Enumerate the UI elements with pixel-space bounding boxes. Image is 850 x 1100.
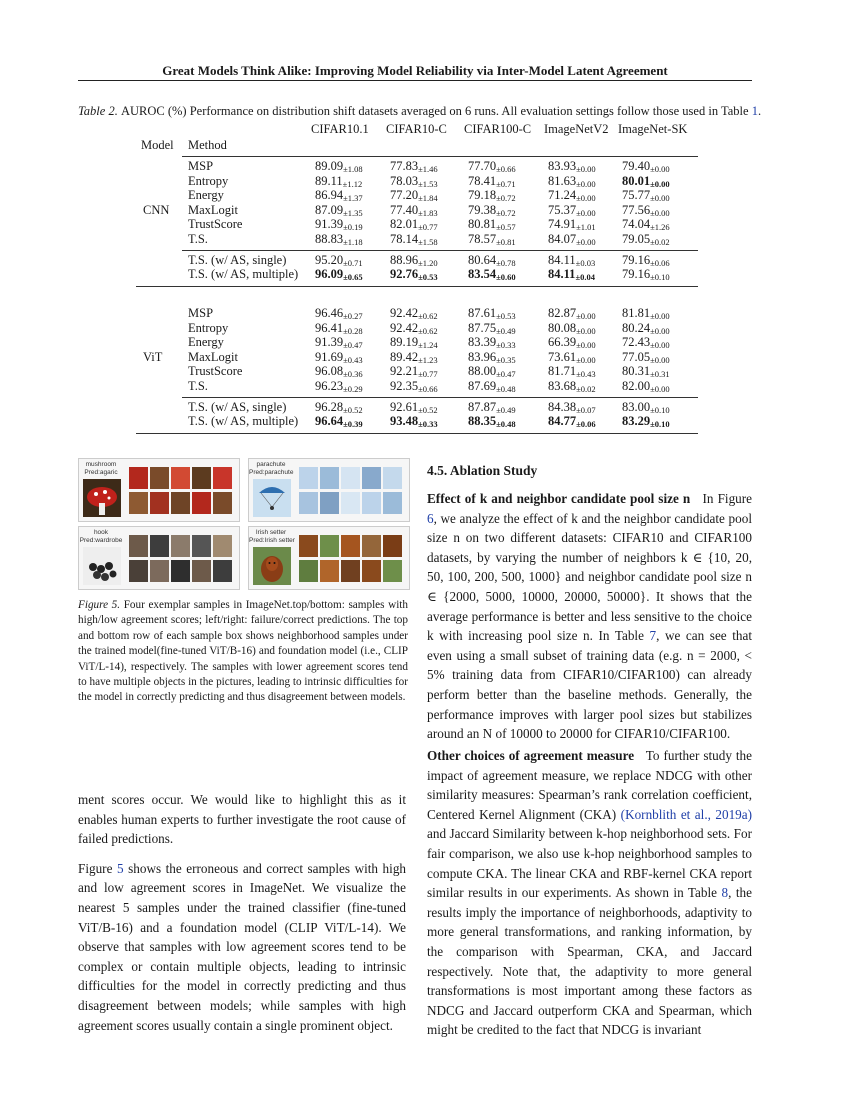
table-cell: $83.29_{\pm 0.10}$: [622, 414, 670, 430]
table-cell: $87.75_{\pm 0.49}$: [468, 320, 516, 336]
table-cell: $91.39_{\pm 0.19}$: [315, 217, 363, 233]
table-cell: $80.31_{\pm 0.31}$: [622, 364, 670, 380]
method-name: T.S.: [188, 379, 208, 393]
table-cell: $89.09_{\pm 1.08}$: [315, 159, 363, 174]
std-dev: ±0.10: [650, 272, 670, 283]
right-column-2: [427, 746, 752, 1050]
group-rule: [182, 250, 698, 251]
method-name: TrustScore: [188, 364, 243, 379]
column-header-model: Model: [141, 138, 174, 152]
column-header: CIFAR10.1: [311, 122, 369, 136]
group-rule: [182, 397, 698, 398]
figure-caption: [78, 598, 408, 706]
table-cell: $92.35_{\pm 0.66}$: [390, 379, 438, 394]
table-cell: $88.96_{\pm 1.20}$: [390, 252, 438, 268]
figure-panel-label-bottom: Pred:agaric: [84, 469, 118, 476]
figure-panel-mushroom: [78, 458, 240, 522]
neighbor-thumbnail: [192, 535, 211, 557]
table-cell: $81.81_{\pm 0.00}$: [622, 306, 670, 321]
model-name: ViT: [143, 349, 163, 364]
neighbor-thumbnail: [341, 560, 360, 582]
table-caption-prefix: Table 2.: [78, 104, 118, 118]
std-dev: ±0.04: [575, 272, 595, 283]
table-cell: $74.91_{\pm 1.01}$: [548, 217, 596, 233]
table-cell: $92.42_{\pm 0.62}$: [390, 320, 438, 336]
method-name: MaxLogit: [188, 202, 238, 217]
std-dev: ±0.65: [343, 272, 363, 283]
method-name: MSP: [188, 306, 214, 320]
figure-panel-label-top: mushroom: [85, 461, 117, 468]
std-dev: ±0.53: [496, 311, 516, 321]
table-cell: $96.23_{\pm 0.29}$: [315, 379, 363, 394]
table-cell: $78.03_{\pm 1.53}$: [390, 173, 438, 189]
method-name: Entropy: [188, 320, 229, 335]
table-cell: $84.11_{\pm 0.03}$: [548, 252, 596, 268]
std-dev: ±1.37: [343, 193, 363, 204]
std-dev: ±0.00: [576, 325, 596, 336]
table-cell: $71.24_{\pm 0.00}$: [548, 188, 596, 204]
std-dev: ±0.57: [496, 222, 516, 233]
table-cell: $89.11_{\pm 1.12}$: [315, 173, 363, 189]
table-cell: $89.19_{\pm 1.24}$: [390, 335, 438, 351]
table-cell: $83.68_{\pm 0.02}$: [548, 379, 596, 394]
table-cell: $77.70_{\pm 0.66}$: [468, 159, 516, 174]
std-dev: ±0.77: [418, 222, 438, 233]
std-dev: ±0.00: [576, 178, 596, 189]
left-paragraph-1: ment scores occur. We would like to highlight this as it enables human experts to further investigate the root cause of failed predictions.: [78, 792, 406, 847]
table-cell: $87.69_{\pm 0.48}$: [468, 379, 516, 394]
std-dev: ±0.00: [576, 207, 596, 218]
std-dev: ±1.08: [343, 164, 363, 174]
std-dev: ±1.01: [576, 222, 596, 233]
table-cell: $87.09_{\pm 1.35}$: [315, 202, 363, 218]
table-cell: $96.08_{\pm 0.36}$: [315, 364, 363, 380]
neighbor-thumbnail: [150, 535, 169, 557]
std-dev: ±0.00: [576, 311, 596, 321]
std-dev: ±0.00: [576, 164, 596, 174]
std-dev: ±0.00: [650, 193, 670, 204]
table-cell: $80.01_{\pm 0.00}$: [622, 173, 670, 189]
std-dev: ±0.07: [576, 404, 596, 415]
figure-panel-label-bottom: Pred:Irish setter: [249, 537, 295, 544]
table-caption-end: .: [757, 104, 762, 118]
std-dev: ±0.78: [496, 257, 516, 268]
std-dev: ±0.02: [576, 384, 596, 394]
method-name: T.S. (w/ AS, multiple): [188, 267, 299, 282]
std-dev: ±0.29: [343, 384, 363, 394]
table-cell: $80.64_{\pm 0.78}$: [468, 252, 516, 268]
table-cell: $79.16_{\pm 0.10}$: [622, 267, 670, 283]
std-dev: ±0.43: [576, 369, 596, 380]
neighbor-thumbnail: [362, 560, 381, 582]
header-rule: [182, 156, 698, 157]
std-dev: ±0.49: [496, 404, 516, 415]
table-cell: $81.63_{\pm 0.00}$: [548, 173, 596, 189]
table-cell: $78.14_{\pm 1.58}$: [390, 232, 438, 247]
right-paragraph-1: [427, 489, 752, 744]
neighbor-thumbnail: [129, 560, 148, 582]
paragraph-heading-k-pool: Effect of k and neighbor candidate pool size n: [427, 491, 691, 506]
left-p2-a: Figure: [78, 860, 113, 876]
column-header: CIFAR100-C: [464, 122, 532, 136]
figure-panel-label-top: hook: [93, 529, 109, 536]
table-cell: $83.93_{\pm 0.00}$: [548, 159, 596, 174]
table-cell: $91.69_{\pm 0.43}$: [315, 349, 363, 365]
figure-panel-label-bottom: Pred:wardrobe: [79, 537, 123, 544]
right-p1-b: , we analyze the effect of k and the neighbor candidate pool size n on two different datasets: CIFAR10 and CIFAR100 datasets, by varying the number of neighbors k ∈ {10, 20, 50, 100, 200, 500, 1000} and neighbor candidate pool size n ∈ {2000, 5000, 10000, 20000, 50000}. It shows that the average performance is better and less sensitive to the choice k with increasing pool size n. In Table: [427, 510, 752, 644]
std-dev: ±0.27: [343, 311, 363, 321]
std-dev: ±0.53: [418, 272, 438, 283]
std-dev: ±1.35: [343, 207, 363, 218]
right-p2-b: and Jaccard Similarity between k-hop neighborhood sets. For fair comparison, we also use k-hop neighborhood samples to compute CKA. The linear CKA and RBF-kernel CKA report similar results in our experiments. As shown in Table: [427, 826, 752, 901]
table-cell: $96.64_{\pm 0.39}$: [315, 414, 363, 430]
std-dev: ±0.00: [576, 354, 596, 365]
std-dev: ±0.00: [650, 384, 670, 394]
figure-panel-label-bottom: Pred:parachute: [249, 469, 294, 476]
table-cell: $92.42_{\pm 0.62}$: [390, 306, 438, 321]
table-cell: $77.83_{\pm 1.46}$: [390, 159, 438, 174]
left-paragraph-2: [78, 859, 406, 1035]
neighbor-thumbnail: [129, 535, 148, 557]
figure-caption-text: Four exemplar samples in ImageNet.top/bottom: samples with high/low agreement scores; left/right: failure/correct predictions. The top and bottom row of each sample box shows neighborhood samples under the trained model(fine-tuned ViT/B-16) and foundation model (i.e., CLIP ViT/L-14), respectively. The samples with lower agreement scores tend to have multiple objects in the pictures, leading to intrinsic difficulties for the model in correctly predicting and thus disagreement between models.: [78, 599, 409, 704]
neighbor-thumbnail: [341, 492, 360, 514]
std-dev: ±0.02: [650, 237, 670, 247]
std-dev: ±0.72: [496, 193, 516, 204]
std-dev: ±0.00: [650, 340, 670, 351]
table-cell: $87.61_{\pm 0.53}$: [468, 306, 516, 321]
table-cell: $81.71_{\pm 0.43}$: [548, 364, 596, 380]
neighbor-thumbnail: [383, 535, 402, 557]
table-cell: $84.07_{\pm 0.00}$: [548, 232, 596, 247]
method-name: Energy: [188, 335, 224, 350]
table-cell: $75.37_{\pm 0.00}$: [548, 202, 596, 218]
figure-panel-hook: [78, 526, 240, 590]
neighbor-thumbnail: [171, 560, 190, 582]
neighbor-thumbnail: [320, 492, 339, 514]
std-dev: ±0.48: [496, 384, 516, 394]
kornblith-citation[interactable]: (Kornblith et al., 2019a): [620, 806, 752, 822]
std-dev: ±0.47: [343, 340, 363, 351]
neighbor-thumbnail: [362, 492, 381, 514]
neighbor-thumbnail: [341, 535, 360, 557]
neighbor-thumbnail: [171, 492, 190, 514]
table-cell: $74.04_{\pm 1.26}$: [622, 217, 670, 233]
table-cell: $88.00_{\pm 0.47}$: [468, 364, 516, 380]
method-name: TrustScore: [188, 217, 243, 232]
section-title: 4.5. Ablation Study: [427, 463, 538, 478]
table-caption: [78, 104, 768, 119]
table-cell: $66.39_{\pm 0.00}$: [548, 335, 596, 351]
neighbor-thumbnail: [299, 535, 318, 557]
figure-panel-irish-setter: [248, 526, 410, 590]
std-dev: ±0.62: [418, 311, 438, 321]
table-cell: $77.05_{\pm 0.00}$: [622, 349, 670, 365]
std-dev: ±0.31: [650, 369, 670, 380]
column-header: ImageNetV2: [544, 122, 609, 136]
left-p2-b: shows the erroneous and correct samples with high and low agreement scores in ImageNet. We visualize the nearest 5 samples under the trained classifier (fine-tuned ViT/B-16) and a foundation model (CLIP ViT/L-14). We observe that samples with low agreement scores tend to be complex or contain multiple objects, leading to intrinsic difficulties for the model in correctly predicting and thus disagreement between models; while samples with high agreement scores usually contain a single prominent object.: [78, 860, 407, 1033]
std-dev: ±0.00: [650, 178, 670, 189]
table-cell: $77.56_{\pm 0.00}$: [622, 202, 670, 218]
neighbor-thumbnail: [192, 467, 211, 489]
neighbor-thumbnail: [299, 467, 318, 489]
std-dev: ±0.35: [496, 354, 516, 365]
table-cell: $80.24_{\pm 0.00}$: [622, 320, 670, 336]
left-column: [78, 790, 406, 1045]
std-dev: ±0.39: [343, 419, 363, 430]
neighbor-thumbnail: [213, 560, 232, 582]
method-name: MSP: [188, 159, 214, 173]
std-dev: ±0.52: [418, 404, 438, 415]
table-8-ref[interactable]: 8: [721, 885, 729, 901]
table-7-ref[interactable]: 7: [649, 628, 657, 644]
neighbor-thumbnail: [320, 535, 339, 557]
figure-caption-prefix: Figure 5.: [78, 599, 121, 611]
header-rule: [78, 80, 752, 81]
std-dev: ±1.58: [418, 237, 438, 247]
std-dev: ±0.00: [650, 325, 670, 336]
neighbor-thumbnail: [129, 492, 148, 514]
figure-6-ref[interactable]: 6: [427, 510, 434, 526]
table-cell: $82.87_{\pm 0.00}$: [548, 306, 596, 321]
right-column-1: [427, 489, 752, 754]
method-name: Energy: [188, 188, 224, 203]
table-caption-ref[interactable]: 1: [751, 104, 758, 118]
neighbor-thumbnail: [171, 535, 190, 557]
std-dev: ±0.00: [650, 164, 670, 174]
neighbor-thumbnail: [383, 492, 402, 514]
method-name: T.S. (w/ AS, multiple): [188, 414, 299, 429]
std-dev: ±0.33: [496, 340, 516, 351]
neighbor-thumbnail: [299, 560, 318, 582]
std-dev: ±0.33: [418, 419, 438, 430]
std-dev: ±0.06: [576, 419, 596, 430]
neighbor-thumbnail: [150, 492, 169, 514]
table-cell: $82.01_{\pm 0.77}$: [390, 217, 438, 233]
neighbor-thumbnail: [362, 467, 381, 489]
mushroom-image: [83, 479, 121, 517]
figure-panel-parachute: [248, 458, 410, 522]
neighbor-thumbnail: [383, 560, 402, 582]
table-cell: $73.61_{\pm 0.00}$: [548, 349, 596, 365]
std-dev: ±0.00: [576, 340, 596, 351]
table-cell: $78.41_{\pm 0.71}$: [468, 173, 516, 189]
std-dev: ±1.26: [650, 222, 670, 233]
std-dev: ±0.66: [418, 384, 438, 394]
table-bottom-rule: [136, 433, 698, 434]
table-cell: $79.40_{\pm 0.00}$: [622, 159, 670, 174]
neighbor-thumbnail: [150, 560, 169, 582]
neighbor-thumbnail: [192, 560, 211, 582]
std-dev: ±0.10: [650, 419, 670, 430]
std-dev: ±0.00: [650, 354, 670, 365]
table-cell: $77.40_{\pm 1.83}$: [390, 202, 438, 218]
table-cell: $88.83_{\pm 1.18}$: [315, 232, 363, 247]
table-cell: $77.20_{\pm 1.84}$: [390, 188, 438, 204]
std-dev: ±0.28: [343, 325, 363, 336]
std-dev: ±0.77: [418, 369, 438, 380]
table-cell: $84.38_{\pm 0.07}$: [548, 399, 596, 415]
table-cell: $87.87_{\pm 0.49}$: [468, 399, 516, 415]
table-cell: $96.41_{\pm 0.28}$: [315, 320, 363, 336]
std-dev: ±1.83: [418, 207, 438, 218]
table-cell: $80.08_{\pm 0.00}$: [548, 320, 596, 336]
table-cell: $92.61_{\pm 0.52}$: [390, 399, 438, 415]
running-head: Great Models Think Alike: Improving Model Reliability via Inter-Model Latent Agreement: [162, 63, 668, 78]
method-name: MaxLogit: [188, 349, 238, 364]
table-cell: $83.54_{\pm 0.60}$: [468, 267, 516, 283]
std-dev: ±0.71: [496, 178, 516, 189]
std-dev: ±1.18: [343, 237, 363, 247]
std-dev: ±0.71: [343, 257, 363, 268]
figure-panel-label-top: Irish setter: [255, 529, 287, 536]
table-cell: $79.18_{\pm 0.72}$: [468, 188, 516, 204]
std-dev: ±0.60: [496, 272, 516, 283]
table-cell: $93.48_{\pm 0.33}$: [390, 414, 438, 430]
neighbor-thumbnail: [383, 467, 402, 489]
std-dev: ±0.48: [496, 419, 516, 430]
table-cell: $79.05_{\pm 0.02}$: [622, 232, 670, 247]
table-cell: $83.00_{\pm 0.10}$: [622, 399, 670, 415]
std-dev: ±0.00: [650, 207, 670, 218]
std-dev: ±0.47: [496, 369, 516, 380]
neighbor-thumbnail: [320, 467, 339, 489]
neighbor-thumbnail: [299, 492, 318, 514]
std-dev: ±0.62: [418, 325, 438, 336]
table-cell: $80.81_{\pm 0.57}$: [468, 217, 516, 233]
table-cell: $86.94_{\pm 1.37}$: [315, 188, 363, 204]
table-cell: $88.35_{\pm 0.48}$: [468, 414, 516, 430]
std-dev: ±1.46: [418, 164, 438, 174]
table-caption-text: AUROC (%) Performance on distribution shift datasets averaged on 6 runs. All evaluation settings follow those used in Table: [120, 104, 749, 118]
section-rule: [136, 286, 698, 287]
table-cell: $78.57_{\pm 0.81}$: [468, 232, 516, 247]
neighbor-thumbnail: [150, 467, 169, 489]
std-dev: ±0.43: [343, 354, 363, 365]
std-dev: ±1.20: [418, 257, 438, 268]
table-cell: $83.96_{\pm 0.35}$: [468, 349, 516, 365]
std-dev: ±0.49: [496, 325, 516, 336]
right-p2-a: To further study the impact of agreement measure, we replace NDCG with other similarity measures: Spearman’s rank correlation coefficient, Centered Kernel Alignment (CKA): [427, 748, 753, 822]
std-dev: ±0.52: [343, 404, 363, 415]
table-cell: $84.11_{\pm 0.04}$: [548, 267, 595, 283]
neighbor-thumbnail: [129, 467, 148, 489]
std-dev: ±0.72: [496, 207, 516, 218]
neighbor-thumbnail: [320, 560, 339, 582]
table-cell: $83.39_{\pm 0.33}$: [468, 335, 516, 351]
std-dev: ±0.66: [496, 164, 516, 174]
neighbor-thumbnail: [213, 467, 232, 489]
std-dev: ±1.24: [418, 340, 438, 351]
column-header-method: Method: [188, 138, 227, 152]
right-p1-c: , we can see that even using a small subset of training data (e.g. n = 2000, < 5% training data from CIFAR10/CIFAR100) can already perform better than the baseline methods. Generally, the performance improves with larger pool sizes but stabilizes around an N of 10000 to 20000 for CIFAR10/CIFAR100.: [427, 628, 752, 742]
table-cell: $79.38_{\pm 0.72}$: [468, 202, 516, 218]
table-cell: $92.76_{\pm 0.53}$: [390, 267, 438, 283]
table-cell: $96.46_{\pm 0.27}$: [315, 306, 363, 321]
figure-5: [78, 458, 408, 593]
table-cell: $92.21_{\pm 0.77}$: [390, 364, 438, 380]
column-header: CIFAR10-C: [386, 122, 447, 136]
std-dev: ±0.19: [343, 222, 363, 233]
std-dev: ±1.23: [418, 354, 438, 365]
right-p2-c: , the results imply the importance of neighborhoods, adaptivity to more general transformations, and ranking information, by the comparison with Spearman, CKA, and Jaccard respectively. Note that, the adaptivity to more general transformations is most important among these factors as NDCG and Jaccard outperform CKA and Spearman, which might be credited to the fact that NDCG is invariant: [427, 885, 753, 1038]
method-name: T.S. (w/ AS, single): [188, 399, 287, 414]
std-dev: ±0.00: [576, 237, 596, 247]
right-paragraph-2: [427, 746, 752, 1040]
std-dev: ±0.00: [650, 311, 670, 321]
table-cell: $75.77_{\pm 0.00}$: [622, 188, 670, 204]
paragraph-heading-agreement: Other choices of agreement measure: [427, 748, 635, 763]
table-cell: $72.43_{\pm 0.00}$: [622, 335, 670, 351]
method-name: T.S.: [188, 232, 208, 246]
table-cell: $89.42_{\pm 1.23}$: [390, 349, 438, 365]
method-name: T.S. (w/ AS, single): [188, 252, 287, 267]
table-cell: $82.00_{\pm 0.00}$: [622, 379, 670, 394]
std-dev: ±0.81: [496, 237, 516, 247]
table-cell: $84.77_{\pm 0.06}$: [548, 414, 596, 430]
neighbor-thumbnail: [192, 492, 211, 514]
figure-5-ref[interactable]: 5: [116, 860, 124, 876]
std-dev: ±0.03: [575, 257, 596, 268]
model-name: CNN: [143, 202, 170, 217]
hook-image: [83, 547, 121, 585]
right-p1-a: In Figure: [702, 491, 753, 506]
figure-panel-label-top: parachute: [256, 461, 286, 468]
parachute-image: [253, 479, 291, 517]
table-cell: $96.09_{\pm 0.65}$: [315, 267, 363, 283]
neighbor-thumbnail: [341, 467, 360, 489]
std-dev: ±1.12: [342, 178, 363, 189]
neighbor-thumbnail: [171, 467, 190, 489]
table-cell: $79.16_{\pm 0.06}$: [622, 252, 670, 268]
table-cell: $91.39_{\pm 0.47}$: [315, 335, 363, 351]
irish-setter-image: [253, 547, 291, 585]
method-name: Entropy: [188, 173, 229, 188]
std-dev: ±1.84: [418, 193, 438, 204]
std-dev: ±0.00: [576, 193, 596, 204]
neighbor-thumbnail: [213, 535, 232, 557]
std-dev: ±0.06: [650, 257, 670, 268]
neighbor-thumbnail: [362, 535, 381, 557]
column-header: ImageNet-SK: [618, 122, 688, 136]
table-cell: $96.28_{\pm 0.52}$: [315, 399, 363, 415]
table-cell: $95.20_{\pm 0.71}$: [315, 252, 363, 268]
std-dev: ±0.36: [343, 369, 363, 380]
std-dev: ±1.53: [418, 178, 438, 189]
std-dev: ±0.10: [650, 404, 670, 415]
neighbor-thumbnail: [213, 492, 232, 514]
